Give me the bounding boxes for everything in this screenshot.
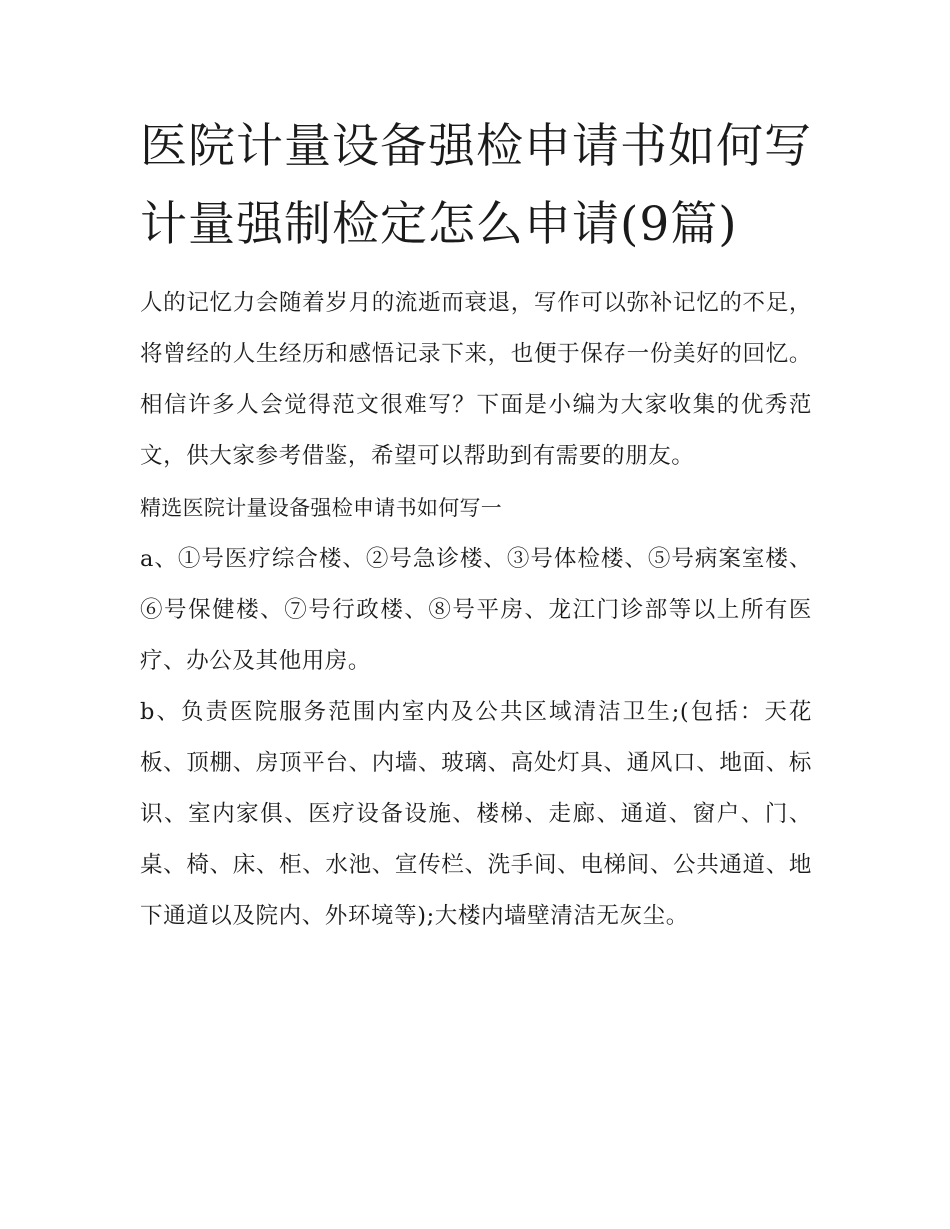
item-b-paragraph: b、负责医院服务范围内室内及公共区域清洁卫生;(包括：天花板、顶棚、房顶平台、内墙、玻璃、高处灯具、通风口、地面、标识、室内家俱、医疗设备设施、楼梯、走廊、通道、窗户、门、桌、椅、床、柜、水池、宣传栏、洗手间、电梯间、公共通道、地下通道以及院内、外环境等);大楼内墙壁清洁无灰尘。 xyxy=(140,699,812,929)
document-title: 医院计量设备强检申请书如何写 计量强制检定怎么申请(9篇) xyxy=(140,119,812,252)
intro-paragraph: 人的记忆力会随着岁月的流逝而衰退，写作可以弥补记忆的不足，将曾经的人生经历和感悟记录下来，也便于保存一份美好的回忆。相信许多人会觉得范文很难写？下面是小编为大家收集的优秀范文，供大家参考借鉴，希望可以帮助到有需要的朋友。 xyxy=(140,290,812,469)
document-page xyxy=(140,108,812,942)
item-a-paragraph: a、①号医疗综合楼、②号急诊楼、③号体检楼、⑤号病案室楼、⑥号保健楼、⑦号行政楼、⑧号平房、龙江门诊部等以上所有医疗、办公及其他用房。 xyxy=(140,546,812,674)
section-heading: 精选医院计量设备强检申请书如何写一 xyxy=(140,496,503,520)
